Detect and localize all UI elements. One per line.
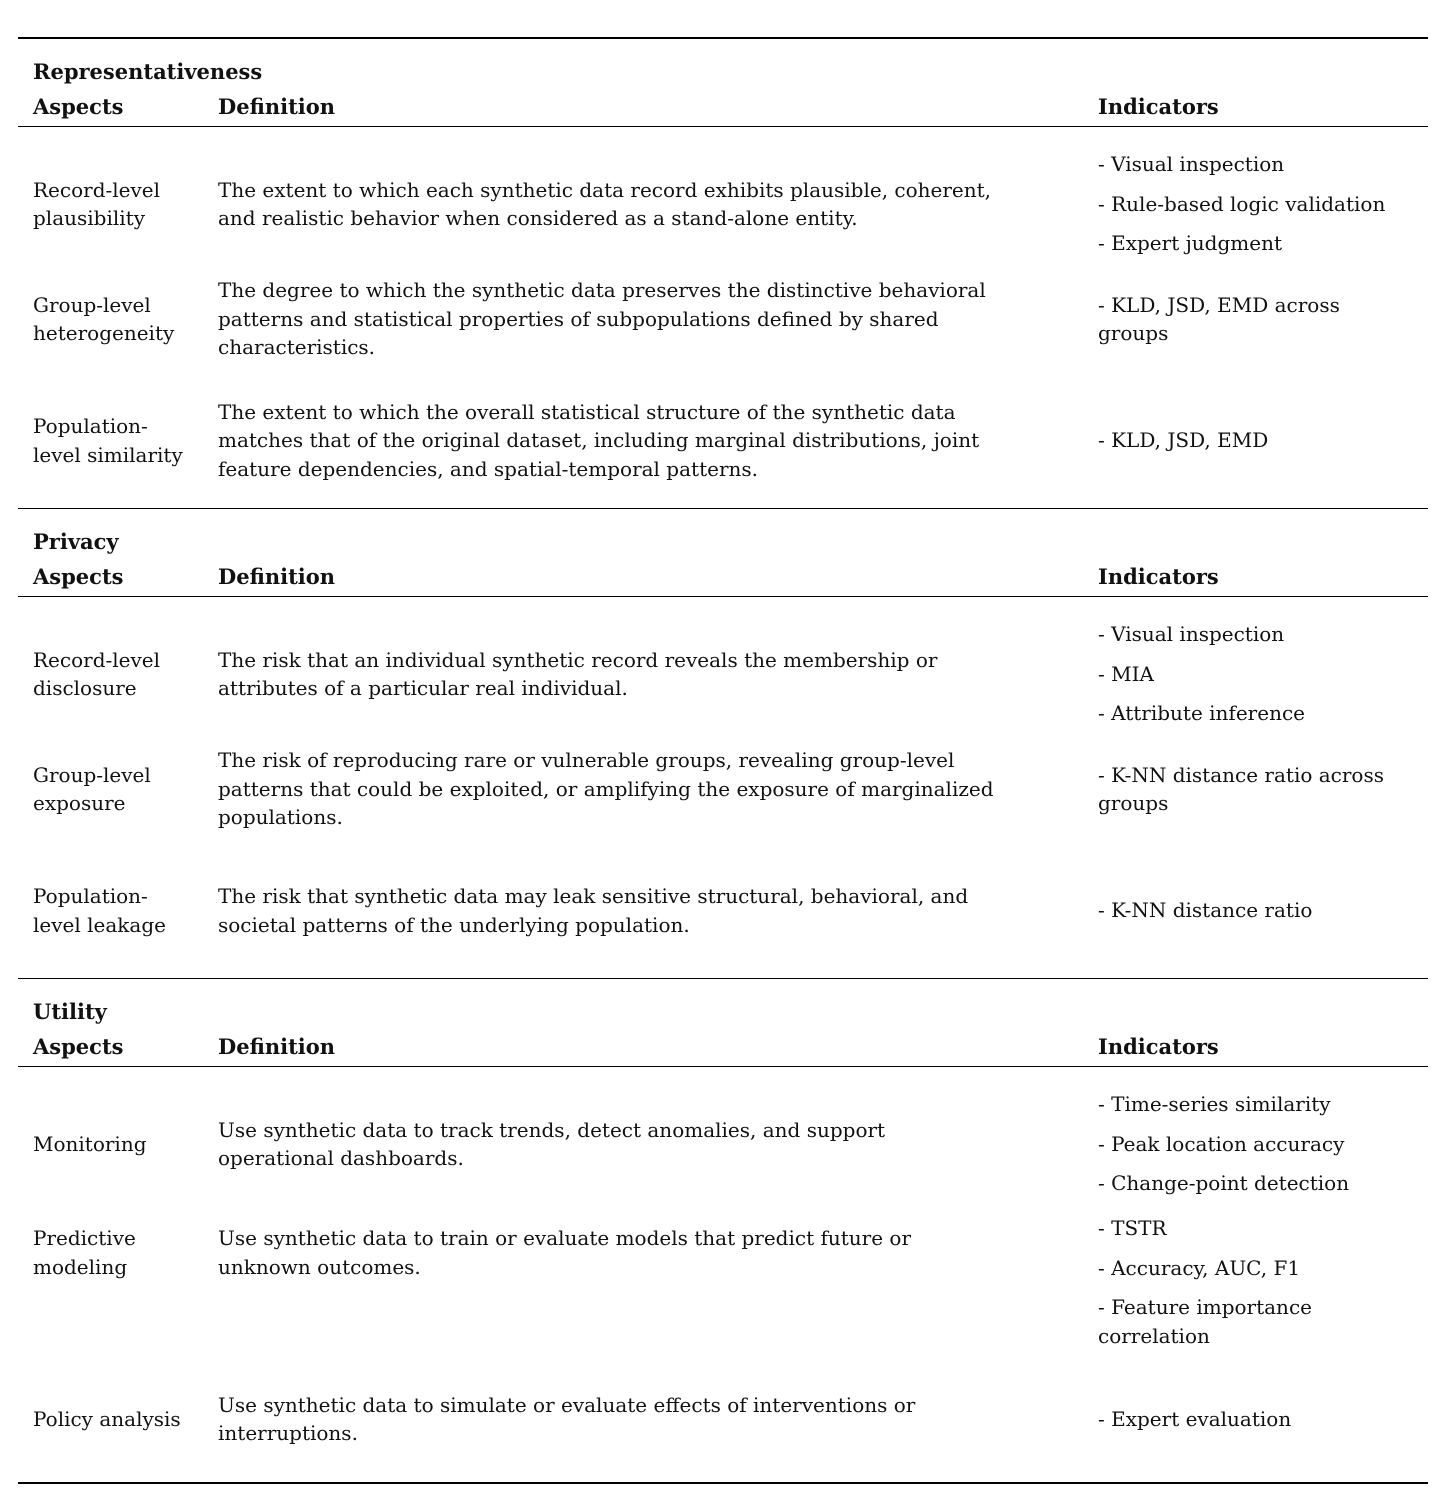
indicator-item: - KLD, JSD, EMD across groups [1098,292,1340,345]
table-row [18,265,1428,373]
indicators-cell [1098,891,1428,931]
table-row [18,373,1428,508]
indicator-item: - Visual inspection [1098,152,1285,177]
indicator-item: - Rule-based logic validation [1098,191,1386,216]
aspect-cell: Group-level heterogeneity [33,292,175,345]
indicators-cell [1098,1085,1428,1204]
table-row [18,735,1428,843]
indicator-item: - Change-point detection [1098,1171,1350,1196]
header-aspects: Aspects [33,1034,124,1059]
indicator-item: - Accuracy, AUC, F1 [1098,1255,1301,1280]
definition-cell: Use synthetic data to track trends, detect anomalies, and support operational dashboards. [218,1117,886,1170]
indicators-cell [1098,1399,1428,1439]
table-row [18,143,1428,265]
table-row [18,1359,1428,1479]
header-aspects: Aspects [33,564,124,589]
definition-cell: Use synthetic data to train or evaluate models that predict future or unknown outcomes. [218,1226,912,1279]
table-row [18,613,1428,735]
header-row-privacy [18,559,1428,597]
indicator-item: - K-NN distance ratio [1098,898,1313,923]
table-row [18,843,1428,978]
indicators-cell [1098,755,1428,823]
indicator-item: - Time-series similarity [1098,1092,1331,1117]
definition-cell: The extent to which the overall statistical structure of the synthetic data matches that of the original dataset, including marginal distributions, joint feature dependencies, and spatial-temporal patterns. [218,399,980,481]
aspect-cell: Record-level plausibility [33,177,161,230]
indicators-cell [1098,421,1428,461]
aspect-cell: Population- level leakage [33,884,166,937]
section-divider [18,978,1428,979]
indicator-item: - TSTR [1098,1216,1167,1240]
aspect-cell: Population- level similarity [33,414,183,467]
indicators-cell [1098,1209,1428,1356]
indicator-item: - Visual inspection [1098,622,1285,647]
indicator-item: - K-NN distance ratio across groups [1098,762,1384,815]
aspect-cell: Predictive modeling [33,1226,136,1279]
definition-cell: The risk that synthetic data may leak sensitive structural, behavioral, and societal patterns of the underlying population. [218,884,969,937]
indicator-item: - Feature importance correlation [1098,1295,1312,1348]
aspect-cell: Group-level exposure [33,762,151,815]
indicator-item: - Peak location accuracy [1098,1131,1345,1156]
indicator-item: - Expert judgment [1098,231,1282,256]
definition-cell: The extent to which each synthetic data record exhibits plausible, coherent, and realistic behavior when considered as a stand-alone entity. [218,177,992,230]
definition-cell: Use synthetic data to simulate or evaluate effects of interventions or interruptions. [218,1392,916,1445]
definition-cell: The degree to which the synthetic data preserves the distinctive behavioral patterns and statistical properties of subpopulations defined by shared characteristics. [218,278,986,360]
definition-cell: The risk of reproducing rare or vulnerable groups, revealing group-level patterns that could be exploited, or amplifying the exposure of marginalized populations. [218,748,994,830]
aspect-cell: Monitoring [33,1131,147,1156]
section-title-representativeness: Representativeness [33,59,263,84]
indicators-cell [1098,285,1428,353]
indicator-item: - KLD, JSD, EMD [1098,428,1269,453]
indicator-item: - Expert evaluation [1098,1406,1292,1431]
table-row [18,1083,1428,1205]
header-definition: Definition [218,1034,336,1059]
indicator-item: - MIA [1098,661,1154,686]
header-definition: Definition [218,94,336,119]
top-rule [18,37,1428,39]
header-row-utility [18,1029,1428,1067]
section-divider [18,508,1428,509]
indicators-cell [1098,145,1428,264]
table-row [18,1205,1428,1359]
section-title-privacy: Privacy [33,529,119,554]
section-title-utility: Utility [33,999,107,1024]
indicator-item: - Attribute inference [1098,701,1305,726]
indicators-cell [1098,615,1428,734]
aspect-cell: Policy analysis [33,1406,181,1431]
header-indicators: Indicators [1098,564,1219,589]
header-indicators: Indicators [1098,94,1219,119]
aspect-cell: Record-level disclosure [33,647,161,700]
bottom-rule [18,1482,1428,1484]
header-aspects: Aspects [33,94,124,119]
evaluation-framework-table [18,37,1428,1484]
header-indicators: Indicators [1098,1034,1219,1059]
definition-cell: The risk that an individual synthetic record reveals the membership or attributes of a particular real individual. [218,647,938,700]
header-definition: Definition [218,564,336,589]
header-row-representativeness [18,89,1428,127]
